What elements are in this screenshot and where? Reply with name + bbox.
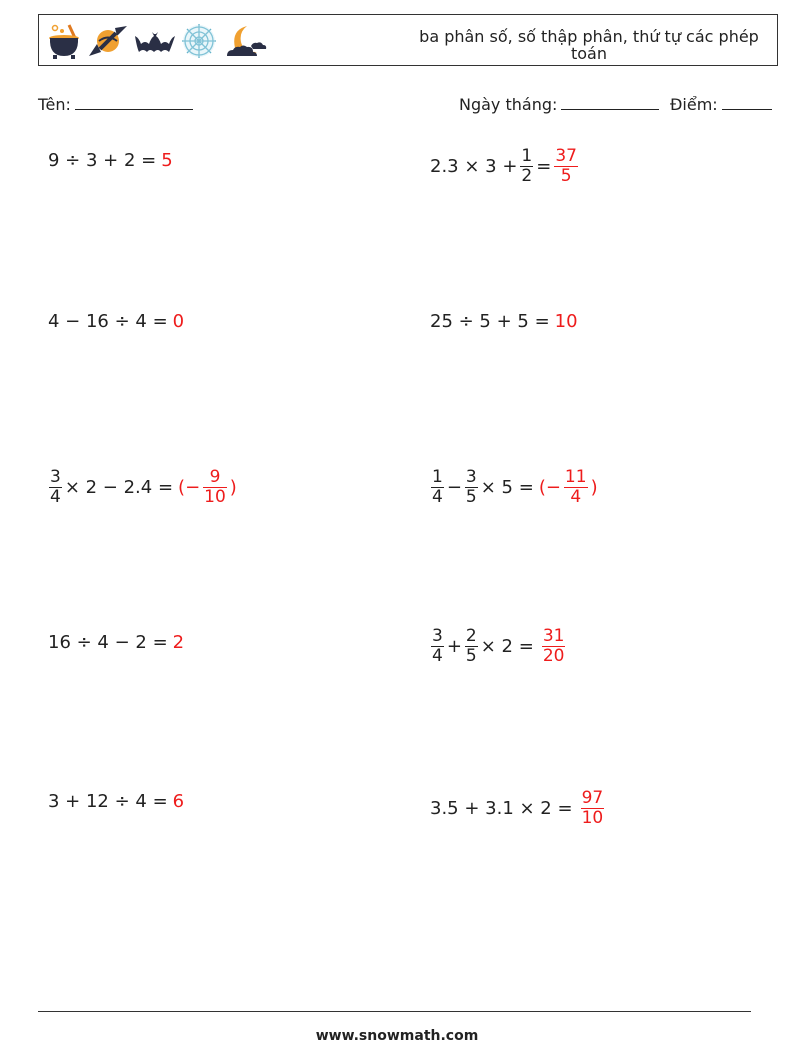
problem-1 (48, 150, 173, 171)
operator: − (446, 477, 462, 498)
problem-7 (48, 632, 184, 653)
problem-answer: 10 (554, 311, 578, 332)
problem-answer: 6 (172, 791, 185, 812)
problem-expression: 2.3 × 3 + (430, 156, 518, 177)
problem-answer: 0 (172, 311, 185, 332)
problem-expression: 9 ÷ 3 + 2 = (48, 150, 157, 171)
problem-4 (430, 311, 578, 332)
fraction: $\frac{1}{2}$ (521, 146, 533, 186)
problem-expression: 3 + 12 ÷ 4 = (48, 791, 168, 812)
problem-2 (430, 147, 581, 186)
bat-icon (133, 22, 175, 60)
name-field (38, 94, 193, 114)
problem-10 (430, 789, 607, 828)
problem-6 (428, 468, 598, 507)
problem-expression: 16 ÷ 4 − 2 = (48, 632, 168, 653)
operator: + (446, 636, 462, 657)
problem-8 (428, 627, 568, 666)
date-label: Ngày tháng: (459, 95, 558, 114)
fraction: $\frac{3}{4}$ (50, 467, 61, 507)
fraction: $\frac{3}{5}$ (465, 467, 477, 507)
candy-icon (87, 22, 129, 60)
score-label: Điểm: (670, 95, 718, 114)
problem-answer: 5 (161, 150, 173, 171)
problem-expression: × 2 = (480, 636, 534, 657)
problem-5 (46, 468, 237, 507)
problem-answer: $\frac{37}{5}$ (555, 146, 577, 186)
footer-divider (38, 1011, 751, 1012)
worksheet-header (38, 14, 778, 66)
problem-3 (48, 311, 184, 332)
worksheet-title: ba phân số, số thập phân, thứ tự các phép toán (419, 27, 759, 63)
score-blank (722, 94, 772, 110)
moon-cloud-icon (223, 22, 267, 60)
problem-expression: × 5 = (480, 477, 534, 498)
name-label: Tên: (38, 95, 71, 114)
date-blank (561, 94, 659, 110)
problem-expression: 4 − 16 ÷ 4 = (48, 311, 168, 332)
problem-expression: 25 ÷ 5 + 5 = (430, 311, 550, 332)
name-blank (75, 94, 193, 110)
score-field (670, 94, 772, 114)
problem-expression: × 2 − 2.4 = (64, 477, 174, 498)
fraction: $\frac{3}{4}$ (432, 626, 443, 666)
equals-sign: = (536, 156, 552, 177)
fraction: $\frac{2}{5}$ (465, 626, 477, 666)
problem-answer: (− $\frac{9}{10}$ ) (178, 467, 237, 507)
date-field (459, 94, 659, 114)
problem-answer: $\frac{97}{10}$ (581, 788, 604, 828)
problem-9 (48, 791, 184, 812)
problem-expression: 3.5 + 3.1 × 2 = (430, 798, 573, 819)
problem-answer: 2 (172, 632, 185, 653)
footer-url: www.snowmath.com (315, 1028, 479, 1044)
problem-answer: $\frac{31}{20}$ (542, 626, 565, 666)
spiderweb-icon (179, 22, 219, 60)
fraction: $\frac{1}{4}$ (432, 467, 443, 507)
problem-answer: (− $\frac{11}{4}$ ) (538, 467, 598, 507)
halloween-icons (45, 21, 267, 61)
cauldron-icon (45, 22, 83, 60)
